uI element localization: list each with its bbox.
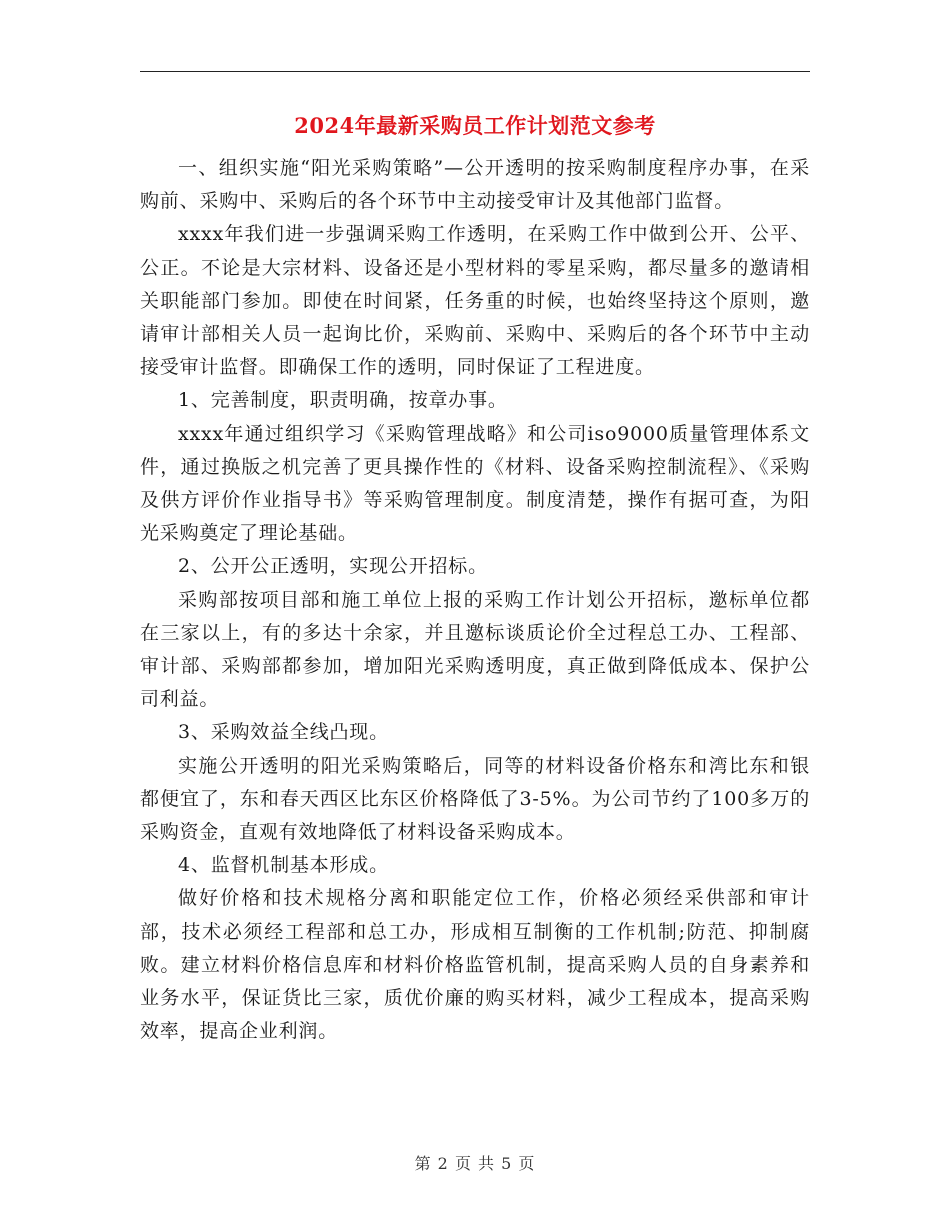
paragraph: 实施公开透明的阳光采购策略后，同等的材料设备价格东和湾比东和银都便宜了，东和春天西区比东区价格降低了3-5%。为公司节约了100多万的采购资金，直观有效地降低了材料设备采购成本。 <box>140 754 810 844</box>
section-heading: 2、公开公正透明，实现公开招标。 <box>178 555 488 578</box>
document-body <box>140 152 810 1048</box>
section-heading: 4、监督机制基本形成。 <box>178 854 389 877</box>
paragraph: 一、组织实施“阳光采购策略”—公开透明的按采购制度程序办事，在采购前、采购中、采购后的各个环节中主动接受审计及其他部门监督。 <box>140 157 810 213</box>
section-heading: 3、采购效益全线凸现。 <box>178 721 389 744</box>
document-title: 2024年最新采购员工作计划范文参考 <box>294 113 656 138</box>
paragraph: 做好价格和技术规格分离和职能定位工作，价格必须经采供部和审计部，技术必须经工程部和总工办，形成相互制衡的工作机制;防范、抑制腐败。建立材料价格信息库和材料价格监管机制，提高采购人员的自身素养和业务水平，保证货比三家，质优价廉的购买材料，减少工程成本，提高采购效率，提高企业利润。 <box>140 887 810 1043</box>
section-heading: 1、完善制度，职责明确，按章办事。 <box>178 389 508 412</box>
paragraph: 采购部按项目部和施工单位上报的采购工作计划公开招标，邀标单位都在三家以上，有的多达十余家，并且邀标谈质论价全过程总工办、工程部、审计部、采购部都参加，增加阳光采购透明度，真正做到降低成本、保护公司利益。 <box>140 588 810 711</box>
paragraph: xxxx年我们进一步强调采购工作透明，在采购工作中做到公开、公平、公正。不论是大宗材料、设备还是小型材料的零星采购，都尽量多的邀请相关职能部门参加。即使在时间紧，任务重的时候，也始终坚持这个原则，邀请审计部相关人员一起询比价，采购前、采购中、采购后的各个环节中主动接受审计监督。即确保工作的透明，同时保证了工程进度。 <box>140 223 810 379</box>
header-rule <box>140 71 810 72</box>
page-number: 第 2 页 共 5 页 <box>414 1154 536 1173</box>
paragraph: xxxx年通过组织学习《采购管理战略》和公司iso9000质量管理体系文件，通过换版之机完善了更具操作性的《材料、设备采购控制流程》、《采购及供方评价作业指导书》等采购管理制度。制度清楚，操作有据可查，为阳光采购奠定了理论基础。 <box>140 422 810 545</box>
